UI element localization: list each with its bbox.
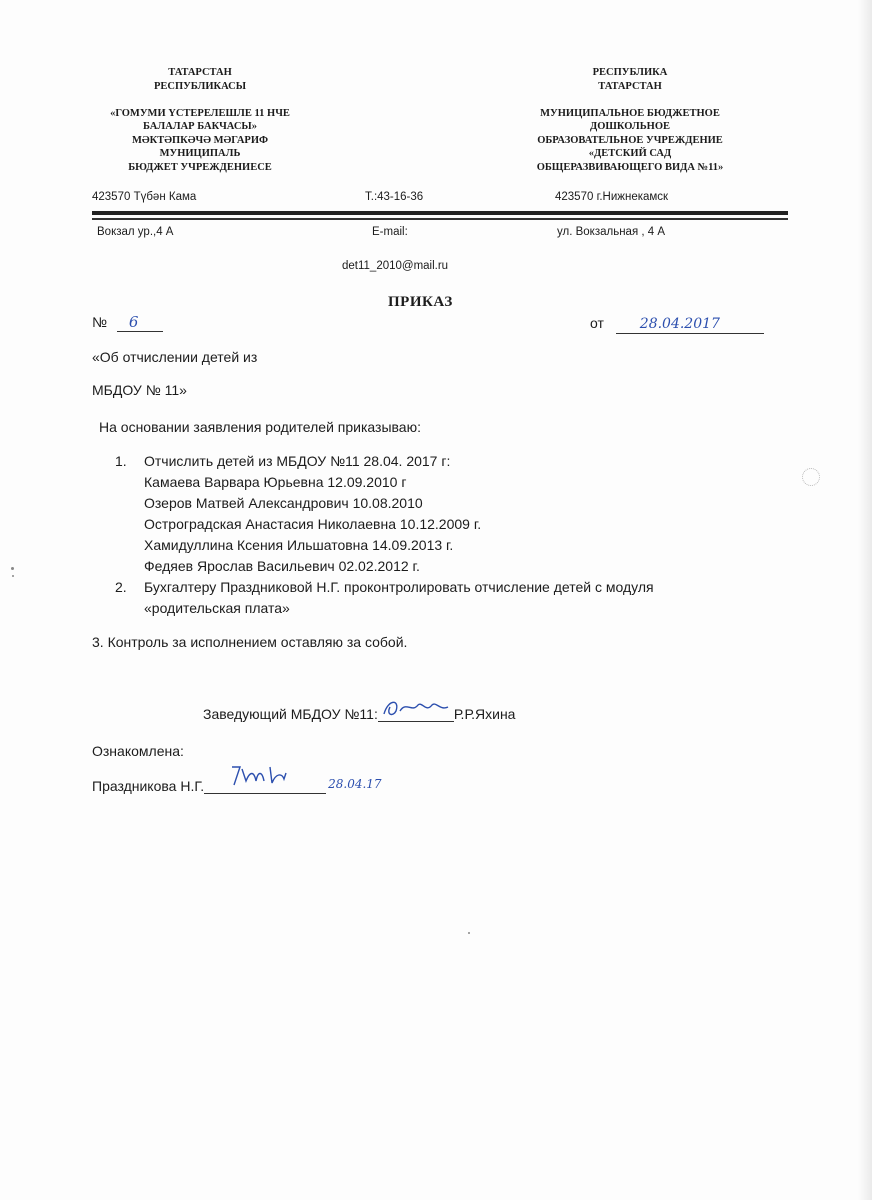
address-right-2: ул. Вокзальная , 4 А (557, 226, 666, 238)
ack-date: 28.04.17 (328, 777, 382, 791)
page-edge-shadow (858, 0, 872, 1200)
head-signature-line (378, 705, 454, 722)
header-right-line: ТАТАРСТАН (598, 80, 662, 92)
header-right-line: ОБРАЗОВАТЕЛЬНОЕ УЧРЕЖДЕНИЕ (537, 134, 723, 146)
head-signature-row (203, 704, 515, 725)
scan-speck (468, 932, 470, 934)
header-left-block (90, 66, 310, 174)
address-left-1: 423570 Түбән Кама (92, 191, 197, 203)
email-label: E-mail: (372, 226, 408, 238)
order-item-line: «родительская плата» (144, 600, 290, 616)
ack-signature-icon (226, 763, 326, 789)
address-right-1: 423570 г.Нижнекамск (555, 191, 669, 203)
head-signature-icon (378, 697, 454, 719)
ack-signature-line (204, 777, 326, 794)
order-item-line: Камаева Варвара Юрьевна 12.09.2010 г (144, 474, 407, 490)
header-right-line: РЕСПУБЛИКА (592, 67, 668, 78)
header-left-line: РЕСПУБЛИКАСЫ (153, 80, 247, 92)
order-item-number: 2. (115, 579, 127, 595)
header-left-line: МУНИЦИПАЛЬ (159, 148, 241, 159)
header-right-line: «ДЕТСКИЙ САД (588, 148, 672, 159)
header-right-block (515, 66, 745, 174)
phone-number: Т.:43-16-36 (365, 191, 424, 203)
email-address: det11_2010@mail.ru (342, 260, 449, 272)
head-name: Р.Р.Яхина (453, 706, 516, 722)
header-left-line: ТАТАРСТАН (168, 67, 232, 78)
order-item-line: Хамидуллина Ксения Ильшатовна 14.09.2013 г. (144, 537, 454, 553)
header-left-line: «ГОМУМИ ҮСТЕРЕЛЕШЛЕ 11 НЧЕ (110, 107, 290, 119)
scan-speck (802, 468, 820, 486)
header-left-line: БАЛАЛАР БАКЧАСЫ» (142, 121, 257, 132)
order-subject-line-2: МБДОУ № 11» (92, 382, 187, 398)
order-basis: На основании заявления родителей приказываю: (99, 419, 421, 435)
order-item-line: Отчислить детей из МБДОУ №11 28.04. 2017 г: (144, 453, 451, 469)
address-left-2: Вокзал ур.,4 А (97, 226, 174, 238)
header-rule-thick (92, 211, 788, 215)
header-left-line: МӘКТӘПКӘЧӘ МӘГАРИФ (131, 134, 269, 146)
header-rule-thin (92, 218, 788, 220)
order-item-line: Остроградская Анастасия Николаевна 10.12.2009 г. (144, 516, 482, 532)
order-item-line: Федяев Ярослав Васильевич 02.02.2012 г. (144, 558, 420, 574)
order-item (115, 451, 654, 577)
order-item-line: Озеров Матвей Александрович 10.08.2010 (144, 495, 423, 511)
order-item-3: 3. Контроль за исполнением оставляю за собой. (92, 634, 408, 650)
order-number-value: 6 (117, 313, 163, 332)
order-title: ПРИКАЗ (388, 294, 453, 310)
header-right-line: ДОШКОЛЬНОЕ (589, 121, 671, 132)
header-right-line: ОБЩЕРАЗВИВАЮЩЕГО ВИДА №11» (536, 161, 724, 173)
order-number-label: № (92, 314, 108, 330)
order-items (115, 451, 654, 619)
order-date-value: 28.04.2017 (616, 315, 764, 334)
order-date-row (590, 313, 764, 334)
ack-label: Ознакомлена: (92, 743, 184, 759)
ack-row (92, 776, 382, 798)
header-right-line: МУНИЦИПАЛЬНОЕ БЮДЖЕТНОЕ (540, 107, 720, 119)
ack-name: Праздникова Н.Г. (92, 778, 205, 794)
order-item (115, 577, 654, 619)
order-item-number: 1. (115, 453, 127, 469)
order-number-row (92, 312, 163, 333)
order-subject-line-1: «Об отчислении детей из (92, 349, 258, 365)
scan-speck (12, 575, 14, 577)
head-label: Заведующий МБДОУ №11: (203, 706, 378, 722)
scan-speck (11, 567, 14, 570)
header-left-line: БЮДЖЕТ УЧРЕЖДЕНИЕСЕ (128, 161, 272, 173)
order-item-line: Бухгалтеру Праздниковой Н.Г. проконтролировать отчисление детей с модуля (144, 579, 654, 595)
order-date-label: от (590, 315, 604, 331)
